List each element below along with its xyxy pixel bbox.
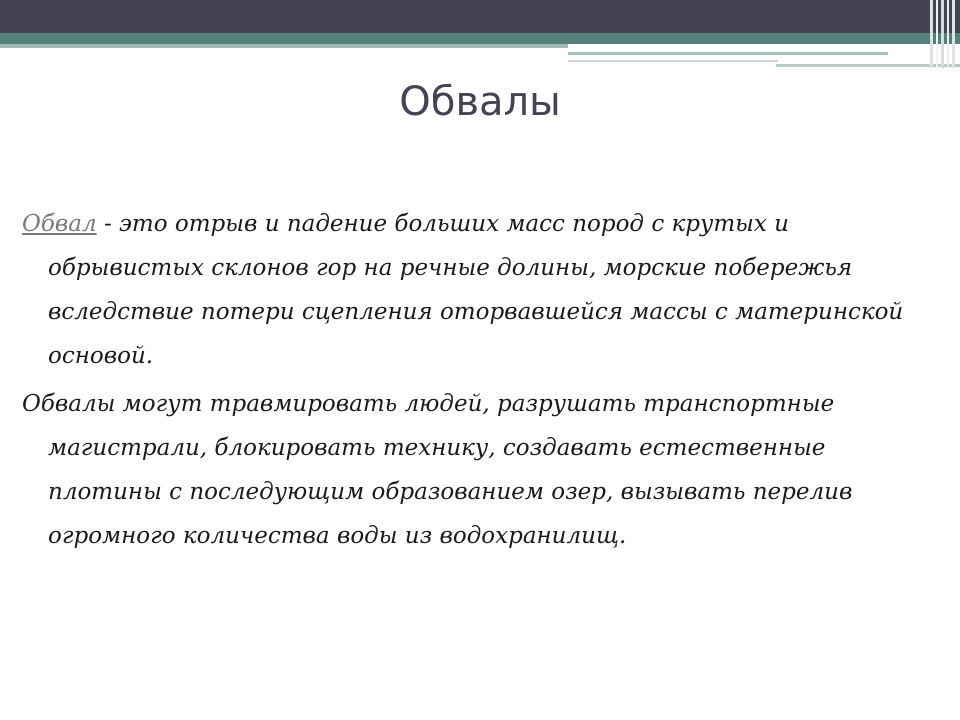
consequences-text: Обвалы могут травмировать людей, разрушать транспортные магистрали, блокировать технику, создавать естественные плотины с последующим образованием озер, вызывать перелив огромного количества воды из водохранилищ. <box>22 391 853 549</box>
slide-body <box>22 202 932 562</box>
definition-term: Обвал <box>22 211 97 237</box>
header-dark-bar <box>0 0 960 33</box>
consequences-paragraph <box>22 382 932 558</box>
header-step-line <box>568 52 888 55</box>
header-step-block <box>568 44 960 52</box>
slide-title: Обвалы <box>399 79 561 125</box>
definition-paragraph <box>22 202 932 378</box>
header-teal-band <box>0 33 960 44</box>
definition-text: - это отрыв и падение больших масс пород с крутых и обрывистых склонов гор на речные долины, морские побережья вследствие потери сцепления оторвавшейся массы с материнской основой. <box>48 211 904 369</box>
header-vertical-stripes <box>928 0 960 68</box>
header-step-line <box>568 60 778 62</box>
